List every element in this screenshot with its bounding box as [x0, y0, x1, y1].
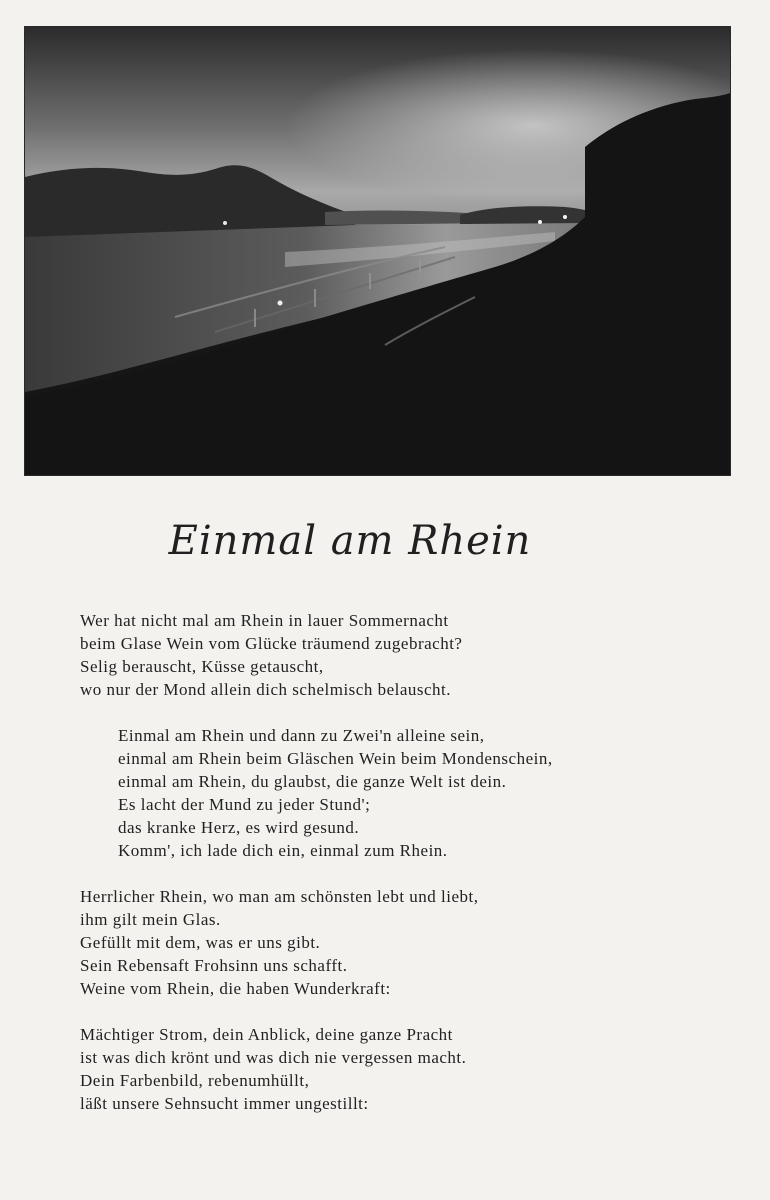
poem-title: Einmal am Rhein	[168, 518, 532, 564]
stanza-3	[80, 885, 479, 1000]
poem-line: Einmal am Rhein und dann zu Zwei'n alleine sein,	[118, 726, 485, 745]
poem-line: einmal am Rhein beim Gläschen Wein beim Mondenschein,	[118, 749, 553, 768]
poem-line: Sein Rebensaft Frohsinn uns schafft.	[80, 956, 348, 975]
poem-line: ist was dich krönt und was dich nie vergessen macht.	[80, 1048, 467, 1067]
poem-line: Weine vom Rhein, die haben Wunderkraft:	[80, 979, 391, 998]
rhine-landscape-image	[25, 27, 730, 475]
poem-line: beim Glase Wein vom Glücke träumend zugebracht?	[80, 634, 463, 653]
poem-line: Dein Farbenbild, rebenumhüllt,	[80, 1071, 310, 1090]
stanza-4	[80, 1023, 466, 1115]
poem-line: Mächtiger Strom, dein Anblick, deine ganze Pracht	[80, 1025, 453, 1044]
poem-line: ihm gilt mein Glas.	[80, 910, 221, 929]
poem-line: Gefüllt mit dem, was er uns gibt.	[80, 933, 321, 952]
poem-line: das kranke Herz, es wird gesund.	[118, 818, 360, 837]
poem-line: wo nur der Mond allein dich schelmisch belauscht.	[80, 680, 452, 699]
stanza-refrain	[118, 724, 553, 862]
stanza-1	[80, 609, 462, 701]
poem-line: Wer hat nicht mal am Rhein in lauer Sommernacht	[80, 611, 449, 630]
poem-line: Herrlicher Rhein, wo man am schönsten lebt und liebt,	[80, 887, 479, 906]
poem-line: einmal am Rhein, du glaubst, die ganze Welt ist dein.	[118, 772, 507, 791]
rhine-night-photo	[25, 27, 730, 475]
poem-line: Selig berauscht, Küsse getauscht,	[80, 657, 324, 676]
poem-line: Es lacht der Mund zu jeder Stund';	[118, 795, 371, 814]
poem-line: Komm', ich lade dich ein, einmal zum Rhein.	[118, 841, 448, 860]
poem-line: läßt unsere Sehnsucht immer ungestillt:	[80, 1094, 369, 1113]
